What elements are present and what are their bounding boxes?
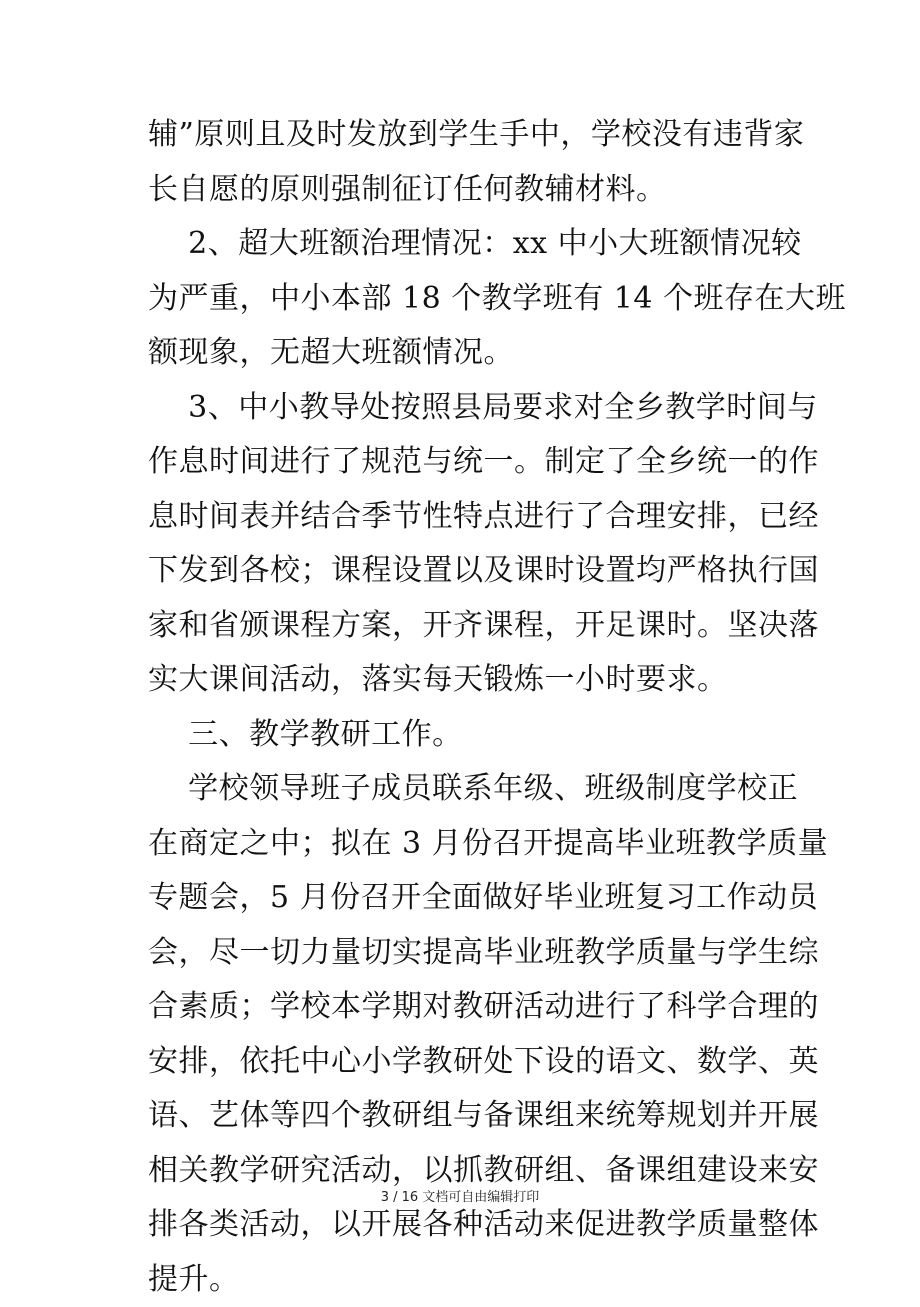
paragraph-schedule <box>148 381 788 708</box>
text-line: 长自愿的原则强制征订任何教辅材料。 <box>148 163 788 218</box>
text-line: 为严重，中小本部 18 个教学班有 14 个班存在大班 <box>148 272 788 327</box>
paragraph-teaching-research <box>148 762 788 1307</box>
page-footer: 3 / 16 文档可自由编辑打印 <box>0 1186 920 1205</box>
text-line: 2、超大班额治理情况：xx 中小大班额情况较 <box>148 217 788 272</box>
text-line: 家和省颁课程方案，开齐课程，开足课时。坚决落 <box>148 599 788 654</box>
text-line: 额现象，无超大班额情况。 <box>148 326 788 381</box>
text-line: 会，尽一切力量切实提高毕业班教学质量与学生综 <box>148 926 788 981</box>
text-line: 学校领导班子成员联系年级、班级制度学校正 <box>148 762 788 817</box>
text-line: 排各类活动，以开展各种活动来促进教学质量整体 <box>148 1198 788 1253</box>
text-line: 息时间表并结合季节性特点进行了合理安排，已经 <box>148 490 788 545</box>
text-line: 辅”原则且及时发放到学生手中，学校没有违背家 <box>148 108 788 163</box>
paragraph-class-size <box>148 217 788 381</box>
text-line: 3、中小教导处按照县局要求对全乡教学时间与 <box>148 381 788 436</box>
text-line: 合素质；学校本学期对教研活动进行了科学合理的 <box>148 980 788 1035</box>
text-line: 作息时间进行了规范与统一。制定了全乡统一的作 <box>148 435 788 490</box>
text-line: 实大课间活动，落实每天锻炼一小时要求。 <box>148 653 788 708</box>
text-line: 提升。 <box>148 1253 788 1307</box>
text-line: 三、教学教研工作。 <box>148 708 788 763</box>
text-line: 在商定之中；拟在 3 月份召开提高毕业班教学质量 <box>148 817 788 872</box>
text-line: 下发到各校；课程设置以及课时设置均严格执行国 <box>148 544 788 599</box>
text-line: 语、艺体等四个教研组与备课组来统筹规划并开展 <box>148 1089 788 1144</box>
section-heading-teaching-research <box>148 708 788 763</box>
text-line: 相关教学研究活动，以抓教研组、备课组建设来安 <box>148 1144 788 1199</box>
text-line: 安排，依托中心小学教研处下设的语文、数学、英 <box>148 1035 788 1090</box>
document-body <box>148 108 788 1307</box>
paragraph-textbook-policy <box>148 108 788 217</box>
text-line: 专题会，5 月份召开全面做好毕业班复习工作动员 <box>148 871 788 926</box>
